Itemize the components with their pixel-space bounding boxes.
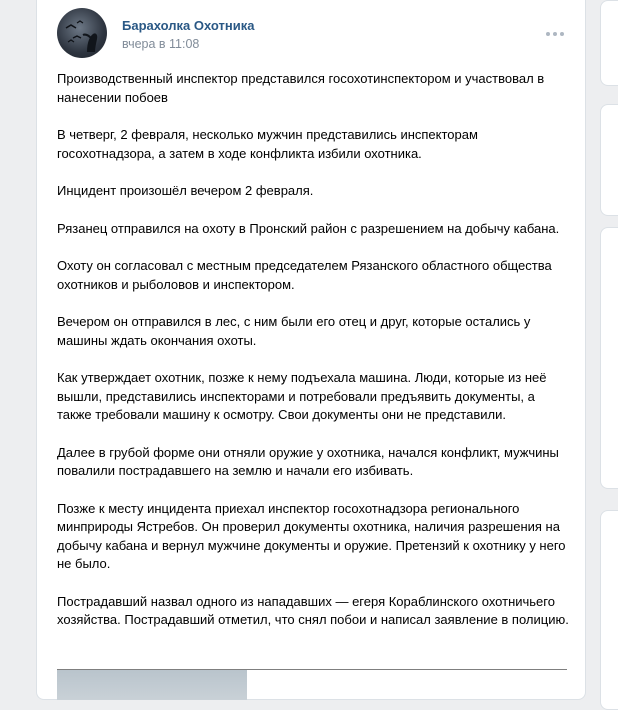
post-paragraph: Вечером он отправился в лес, с ним были его отец и друг, которые остались у машины ждать окончания охоты. — [57, 314, 531, 348]
author-name[interactable]: Барахолка Охотника — [122, 18, 255, 33]
avatar-image — [57, 8, 107, 58]
post-text — [57, 70, 573, 649]
right-column-card-2 — [600, 104, 618, 216]
post-time[interactable]: вчера в 11:08 — [122, 37, 200, 51]
post-paragraph: Позже к месту инцидента приехал инспектор госохотнадзора регионального минприроды Ястребов. Он проверил документы охотника, наличия разрешения на добычу кабана и вернул мужчине документы и оружие. Претензий к охотнику у него не было. — [57, 500, 566, 571]
post-paragraph: Охоту он согласовал с местным председателем Рязанского областного общества охотников и рыболовов и инспектором. — [57, 258, 552, 292]
post-paragraph: Пострадавший назвал одного из нападавших — егеря Кораблинского охотничьего хозяйства. Пострадавший отметил, что снял побои и написал заявление в полицию. — [57, 593, 569, 627]
right-column-card-1 — [600, 0, 618, 86]
post-paragraph: Как утверждает охотник, позже к нему подъехала машина. Люди, которые из неё вышли, представились инспекторами и потребовали предъявить документы, а также требовали машину к осмотру. Свои документы они не представили. — [57, 370, 547, 422]
attached-photo[interactable] — [57, 670, 247, 700]
avatar[interactable] — [57, 8, 107, 58]
post-paragraph: Производственный инспектор представился госохотинспектором и участвовал в нанесении побоев — [57, 71, 545, 105]
post-paragraph: Далее в грубой форме они отняли оружие у охотника, начался конфликт, мужчины повалили пострадавшего на землю и начали его избивать. — [57, 444, 559, 478]
more-horizontal-icon[interactable] — [545, 28, 565, 40]
post-paragraph: Инцидент произошёл вечером 2 февраля. — [57, 183, 314, 198]
post-paragraph: В четверг, 2 февраля, несколько мужчин представились инспекторам госохотнадзора, а затем в ходе конфликта избили охотника. — [57, 127, 478, 161]
post-card — [36, 0, 586, 700]
right-column-card-4 — [600, 510, 618, 710]
right-column-card-3 — [600, 227, 618, 489]
post-paragraph: Рязанец отправился на охоту в Пронский район с разрешением на добычу кабана. — [57, 220, 560, 236]
